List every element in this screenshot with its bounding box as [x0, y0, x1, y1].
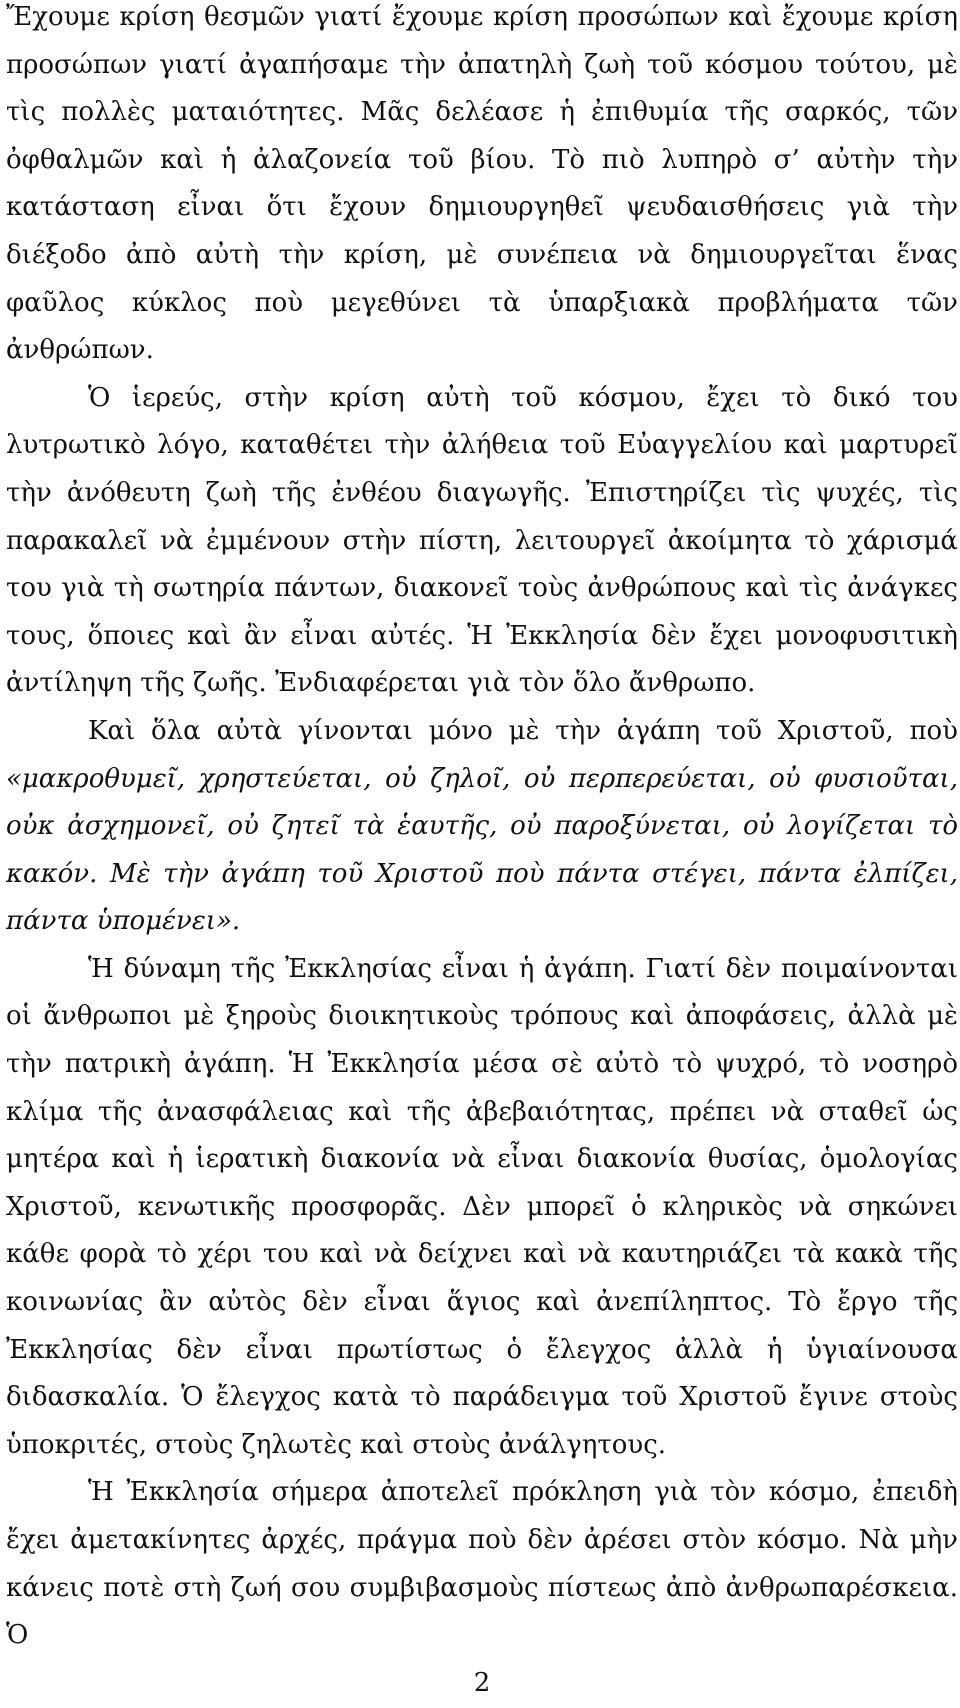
- paragraph-5: Ἡ Ἐκκλησία σήμερα ἀποτελεῖ πρόκληση γιὰ τὸν κόσμο, ἐπειδὴ ἔχει ἀμετακίνητες ἀρχές, πράγμα ποὺ δὲν ἀρέσει στὸν κόσμο. Νὰ μὴν κάνεις ποτὲ στὴ ζωή σου συμβιβασμοὺς πίστεως ἀπὸ ἀνθρωπαρέσκεια. Ὁ: [6, 1477, 958, 1651]
- page-number: 2: [473, 1668, 491, 1698]
- paragraph-3: [6, 708, 958, 946]
- paragraph-1: Ἔχουμε κρίση θεσμῶν γιατί ἔχουμε κρίση προσώπων καὶ ἔχουμε κρίση προσώπων γιατί ἀγαπήσαμε τὴν ἀπατηλὴ ζωὴ τοῦ κόσμου τούτου, μὲ τὶς πολλὲς ματαιότητες. Μᾶς δελέασε ἡ ἐπιθυμία τῆς σαρκός, τῶν ὀφθαλμῶν καὶ ἡ ἀλαζονεία τοῦ βίου. Τὸ πιὸ λυπηρὸ σ’ αὐτὴν τὴν κατάσταση εἶναι ὅτι ἔχουν δημιουργηθεῖ ψευδαισθήσεις γιὰ τὴν διέξοδο ἀπὸ αὐτὴ τὴν κρίση, μὲ συνέπεια νὰ δημιουργεῖται ἕνας φαῦλος κύκλος ποὺ μεγεθύνει τὰ ὑπαρξιακὰ προβλήματα τῶν ἀνθρώπων.: [6, 2, 958, 366]
- paragraph-3-quote: «μακροθυμεῖ, χρηστεύεται, οὐ ζηλοῖ, οὐ περπερεύεται, οὐ φυσιοῦται, οὐκ ἀσχημονεῖ, οὐ ζητεῖ τὰ ἑαυτῆς, οὐ παροξύνεται, οὐ λογίζεται τὸ κακόν. Μὲ τὴν ἀγάπη τοῦ Χριστοῦ ποὺ πάντα στέγει, πάντα ἐλπίζει, πάντα ὑπομένει».: [6, 763, 958, 937]
- paragraph-3-text: Καὶ ὅλα αὐτὰ γίνονται μόνο μὲ τὴν ἀγάπη τοῦ Χριστοῦ, ποὺ: [88, 715, 958, 746]
- document-page: [6, 0, 958, 1708]
- paragraph-2: Ὁ ἱερεύς, στὴν κρίση αὐτὴ τοῦ κόσμου, ἔχει τὸ δικό του λυτρωτικὸ λόγο, καταθέτει τὴν ἀλήθεια τοῦ Εὐαγγελίου καὶ μαρτυρεῖ τὴν ἀνόθευτη ζωὴ τῆς ἐνθέου διαγωγῆς. Ἐπιστηρίζει τὶς ψυχές, τὶς παρακαλεῖ νὰ ἐμμένουν στὴν πίστη, λειτουργεῖ ἀκοίμητα τὸ χάρισμά του γιὰ τὴ σωτηρία πάντων, διακονεῖ τοὺς ἀνθρώπους καὶ τὶς ἀνάγκες τους, ὅποιες καὶ ἂν εἶναι αὐτές. Ἡ Ἐκκλησία δὲν ἔχει μονοφυσιτικὴ ἀντίληψη τῆς ζωῆς. Ἐνδιαφέρεται γιὰ τὸν ὅλο ἄνθρωπο.: [6, 382, 958, 699]
- paragraph-4: Ἡ δύναμη τῆς Ἐκκλησίας εἶναι ἡ ἀγάπη. Γιατί δὲν ποιμαίνονται οἱ ἄνθρωποι μὲ ξηροὺς διοικητικοὺς τρόπους καὶ ἀποφάσεις, ἀλλὰ μὲ τὴν πατρικὴ ἀγάπη. Ἡ Ἐκκλησία μέσα σὲ αὐτὸ τὸ ψυχρό, τὸ νοσηρὸ κλίμα τῆς ἀνασφάλειας καὶ τῆς ἀβεβαιότητας, πρέπει νὰ σταθεῖ ὡς μητέρα καὶ ἡ ἱερατικὴ διακονία νὰ εἶναι διακονία θυσίας, ὁμολογίας Χριστοῦ, κενωτικῆς προσφορᾶς. Δὲν μπορεῖ ὁ κληρικὸς νὰ σηκώνει κάθε φορὰ τὸ χέρι του καὶ νὰ δείχνει καὶ νὰ καυτηριάζει τὰ κακὰ τῆς κοινωνίας ἂν αὐτὸς δὲν εἶναι ἅγιος καὶ ἀνεπίληπτος. Τὸ ἔργο τῆς Ἐκκλησίας δὲν εἶναι πρωτίστως ὁ ἔλεγχος ἀλλὰ ἡ ὑγιαίνουσα διδασκαλία. Ὁ ἔλεγχος κατὰ τὸ παράδειγμα τοῦ Χριστοῦ ἔγινε στοὺς ὑποκριτές, στοὺς ζηλωτὲς καὶ στοὺς ἀνάλγητους.: [6, 953, 958, 1460]
